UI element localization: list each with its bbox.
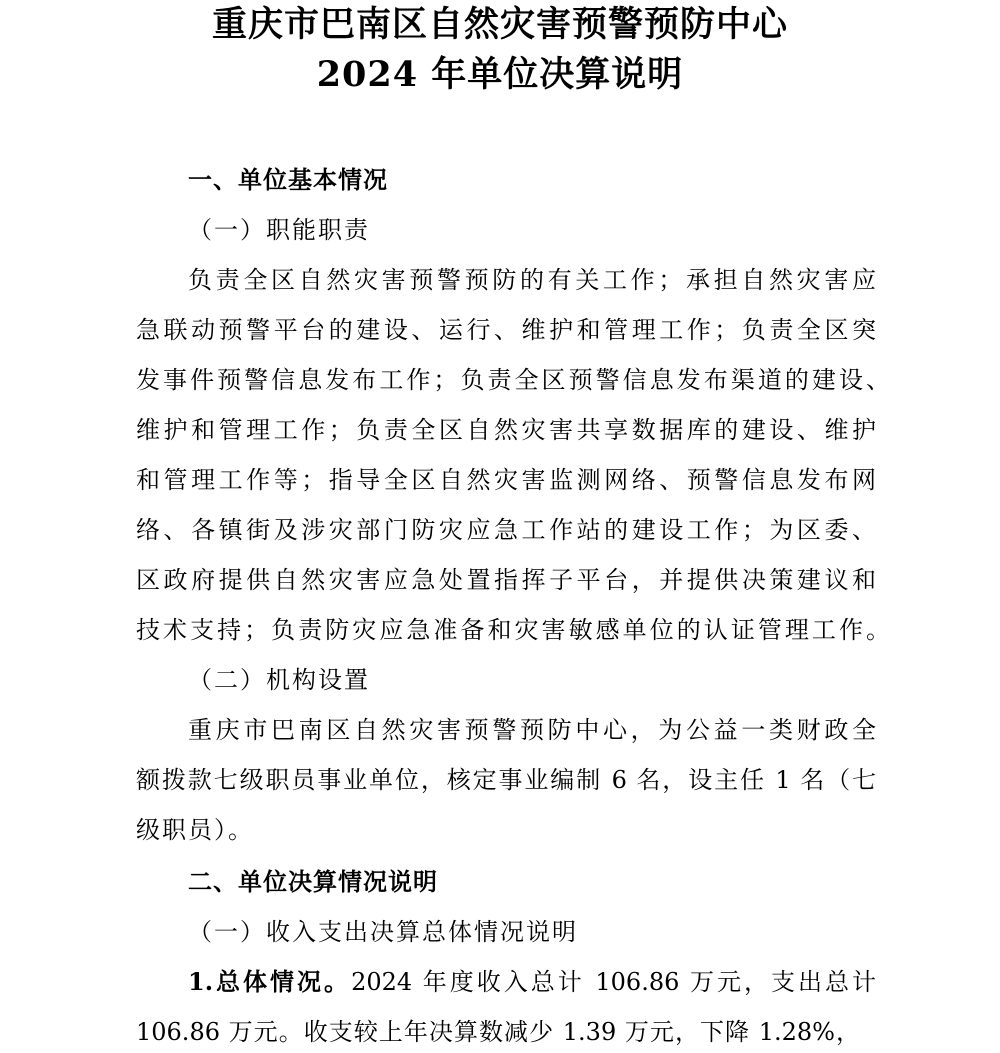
paragraph-line: 络、各镇街及涉灾部门防灾应急工作站的建设工作；为区委、 <box>136 516 876 544</box>
paragraph-text: 2024 年度收入总计 106.86 万元，支出总计 <box>351 968 876 996</box>
paragraph-line: 106.86 万元。收支较上年决算数减少 1.39 万元，下降 1.28%， <box>136 1018 860 1046</box>
section-heading-basic-info: 一、单位基本情况 <box>188 165 388 194</box>
paragraph-line: 级职员）。 <box>136 816 254 844</box>
paragraph-line: 发事件预警信息发布工作；负责全区预警信息发布渠道的建设、 <box>136 366 890 394</box>
subsection-heading-duties: （一）职能职责 <box>188 216 370 244</box>
paragraph-line: 急联动预警平台的建设、运行、维护和管理工作；负责全区突 <box>136 316 876 344</box>
paragraph-line: 维护和管理工作；负责全区自然灾害共享数据库的建设、维护 <box>136 416 876 444</box>
paragraph-line: 额拨款七级职员事业单位，核定事业编制 6 名，设主任 1 名（七 <box>136 766 876 794</box>
subsection-heading-organization: （二）机构设置 <box>188 666 370 694</box>
document-title-line-2: 2024 年单位决算说明 <box>316 54 684 95</box>
paragraph-line: 区政府提供自然灾害应急处置指挥子平台，并提供决策建议和 <box>136 566 876 594</box>
paragraph-line: 和管理工作等；指导全区自然灾害监测网络、预警信息发布网 <box>136 466 876 494</box>
section-heading-final-accounts: 二、单位决算情况说明 <box>188 867 438 896</box>
paragraph-line: 负责全区自然灾害预警预防的有关工作；承担自然灾害应 <box>188 266 876 294</box>
document-title-line-1: 重庆市巴南区自然灾害预警预防中心 <box>211 4 788 45</box>
subsection-heading-income-expenditure: （一）收入支出决算总体情况说明 <box>188 918 578 946</box>
paragraph-line: 重庆市巴南区自然灾害预警预防中心，为公益一类财政全 <box>188 716 876 744</box>
lead-phrase: 1.总体情况。 <box>188 967 352 996</box>
paragraph-line: 技术支持；负责防灾应急准备和灾害敏感单位的认证管理工作。 <box>136 616 890 644</box>
paragraph-line <box>188 966 876 998</box>
